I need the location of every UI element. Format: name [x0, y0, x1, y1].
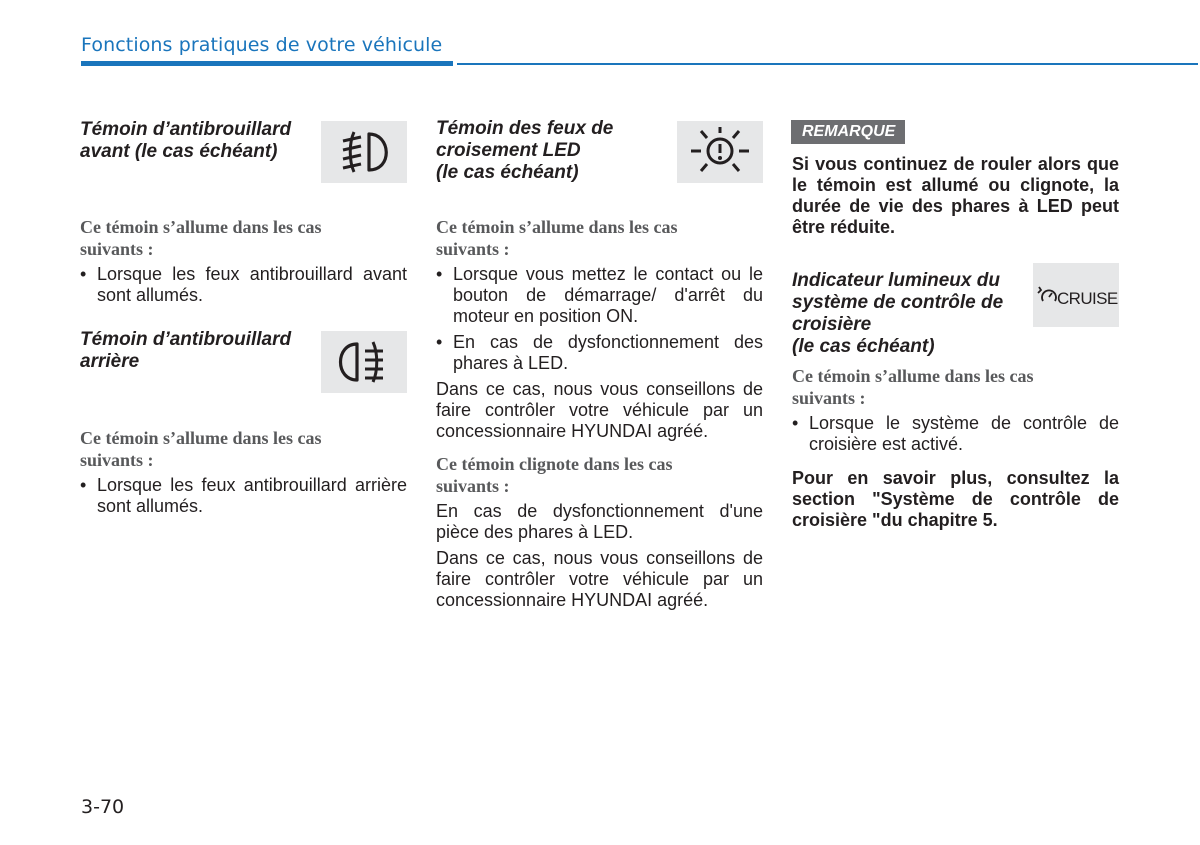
cruise-condition-line1: Ce témoin s’allume dans les cas	[792, 366, 1034, 386]
rear-fog-light-icon	[321, 331, 407, 393]
led-blink-condition-line1: Ce témoin clignote dans les cas	[436, 454, 673, 474]
section-header: Fonctions pratiques de votre véhicule	[81, 34, 443, 56]
led-blink-advice-paragraph: Dans ce cas, nous vous conseillons de faire contrôler votre véhicule par un concessionnaire HYUNDAI agréé.	[436, 548, 763, 610]
front-fog-light-icon	[321, 121, 407, 183]
front-fog-title-line2: avant (le cas échéant)	[80, 141, 278, 162]
rear-fog-bullet: • Lorsque les feux antibrouillard arrière sont allumés.	[80, 475, 407, 517]
led-headlamp-heading	[436, 118, 763, 184]
front-fog-condition-line1: Ce témoin s’allume dans les cas	[80, 217, 322, 237]
column-right	[792, 118, 1119, 531]
cruise-indicator-icon	[1033, 263, 1119, 327]
column-middle	[436, 118, 763, 611]
led-title-line3: (le cas échéant)	[436, 162, 579, 183]
led-blink-paragraph: En cas de dysfonctionnement d'une pièce des phares à LED.	[436, 501, 763, 542]
cruise-title-line3: croisière	[792, 314, 872, 335]
cruise-title-line2: système de contrôle de	[792, 292, 1004, 313]
rear-fog-title-line1: Témoin d’antibrouillard	[80, 329, 292, 350]
led-condition-line2: suivants :	[436, 239, 510, 259]
cruise-bullet: • Lorsque le système de contrôle de croisière est activé.	[792, 413, 1119, 455]
led-title-line1: Témoin des feux de	[436, 118, 614, 139]
rear-fog-condition-line1: Ce témoin s’allume dans les cas	[80, 428, 322, 448]
cruise-title-line4: (le cas échéant)	[792, 336, 935, 357]
front-fog-bullet: • Lorsque les feux antibrouillard avant sont allumés.	[80, 264, 407, 306]
led-bullet-malfunction: • En cas de dysfonctionnement des phares à LED.	[436, 332, 763, 374]
led-advice-paragraph: Dans ce cas, nous vous conseillons de faire contrôler votre véhicule par un concessionnaire HYUNDAI agréé.	[436, 379, 763, 441]
rear-fog-title-line2: arrière	[80, 351, 140, 372]
column-left	[80, 118, 407, 517]
remarque-note: Si vous continuez de rouler alors que le témoin est allumé ou clignote, la durée de vie des phares à LED peut être réduite.	[792, 154, 1119, 237]
header-rule-thick	[81, 61, 453, 66]
cruise-condition-line2: suivants :	[792, 388, 866, 408]
cruise-title-line1: Indicateur lumineux du	[792, 270, 1000, 291]
front-fog-heading	[80, 118, 407, 184]
rear-fog-condition-line2: suivants :	[80, 450, 154, 470]
led-bullet-contact: • Lorsque vous mettez le contact ou le bouton de démarrage/ d'arrêt du moteur en position ON.	[436, 264, 763, 327]
led-title-line2: croisement LED	[436, 140, 581, 161]
front-fog-condition-line2: suivants :	[80, 239, 154, 259]
rear-fog-heading	[80, 329, 407, 395]
page-number: 3-70	[81, 796, 125, 818]
led-blink-condition-line2: suivants :	[436, 476, 510, 496]
header-rule-thin	[457, 63, 1198, 65]
cruise-more-info: Pour en savoir plus, consultez la section "Système de contrôle de croisière "du chapitre 5.	[792, 468, 1119, 530]
led-condition-line1: Ce témoin s’allume dans les cas	[436, 217, 678, 237]
front-fog-title-line1: Témoin d’antibrouillard	[80, 119, 292, 140]
cruise-heading	[792, 270, 1119, 358]
remarque-badge: REMARQUE	[791, 120, 905, 144]
cruise-icon-text: CRUISE	[1057, 289, 1118, 308]
led-headlamp-warning-icon	[677, 121, 763, 183]
